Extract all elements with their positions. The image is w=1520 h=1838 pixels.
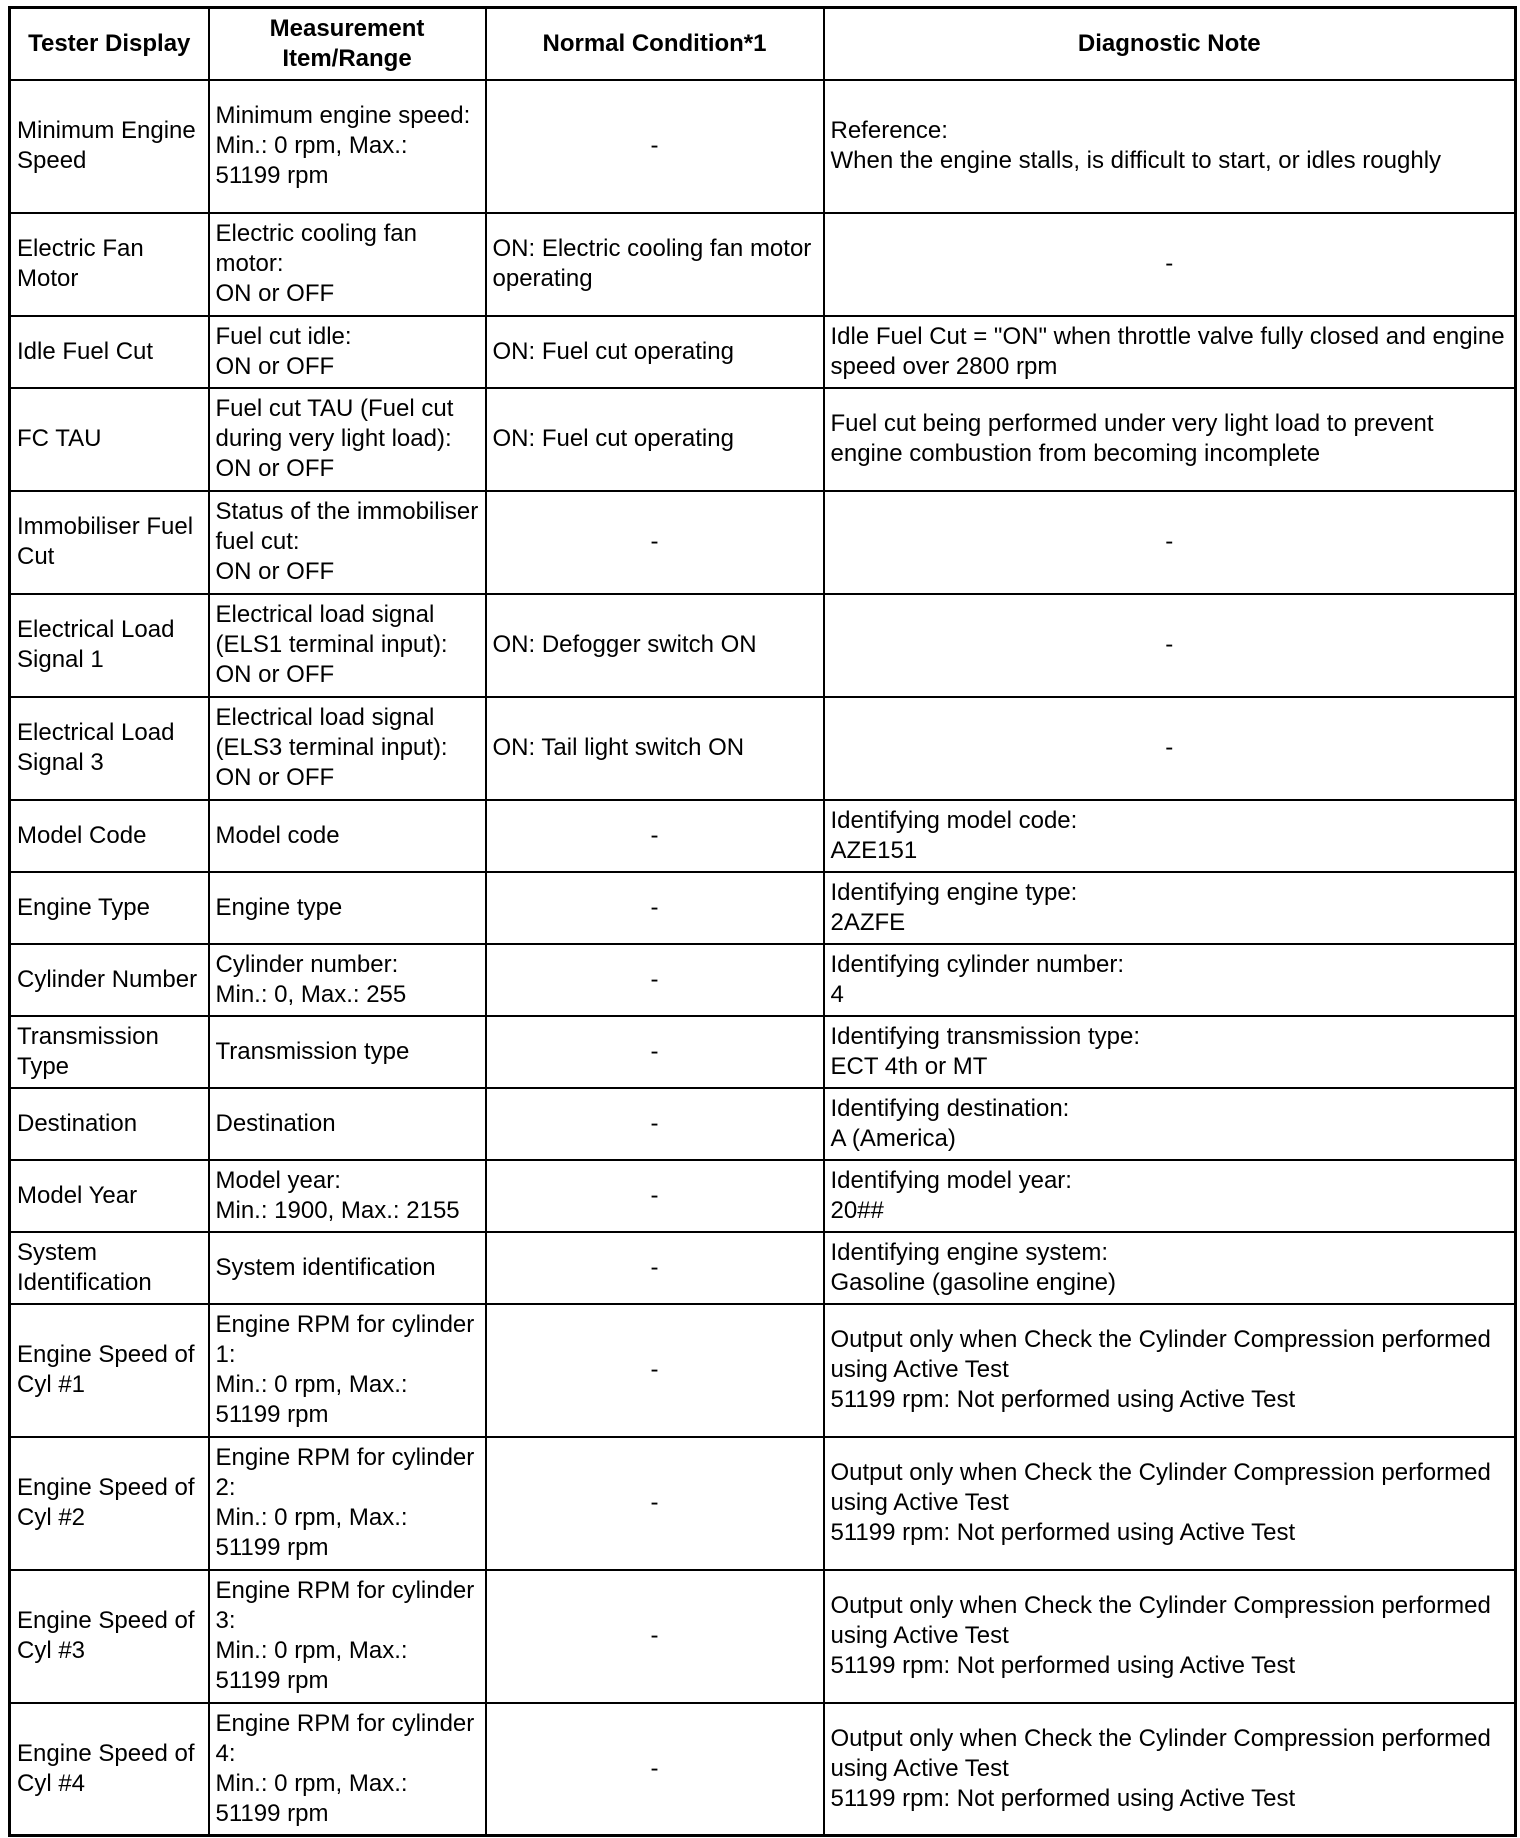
table-row bbox=[10, 80, 1516, 213]
table-row bbox=[10, 388, 1516, 491]
table-row bbox=[10, 594, 1516, 697]
normal-condition-cell: - bbox=[486, 944, 824, 1016]
measurement-cell: Status of the immobiliser fuel cut: ON or OFF bbox=[209, 491, 486, 594]
normal-condition-cell: - bbox=[486, 1703, 824, 1836]
normal-condition-cell: ON: Defogger switch ON bbox=[486, 594, 824, 697]
tester-display-cell: Electrical Load Signal 1 bbox=[10, 594, 209, 697]
measurement-cell: Engine RPM for cylinder 3: Min.: 0 rpm, Max.: 51199 rpm bbox=[209, 1570, 486, 1703]
table-row bbox=[10, 316, 1516, 388]
measurement-cell: Minimum engine speed: Min.: 0 rpm, Max.: 51199 rpm bbox=[209, 80, 486, 213]
data-list-table bbox=[8, 6, 1517, 1837]
header-diagnostic-note: Diagnostic Note bbox=[824, 8, 1516, 80]
diagnostic-note-cell: Output only when Check the Cylinder Compression performed using Active Test 51199 rpm: Not performed using Active Test bbox=[824, 1570, 1516, 1703]
normal-condition-cell: ON: Electric cooling fan motor operating bbox=[486, 213, 824, 316]
table-row bbox=[10, 872, 1516, 944]
measurement-cell: Electric cooling fan motor: ON or OFF bbox=[209, 213, 486, 316]
header-normal-condition: Normal Condition*1 bbox=[486, 8, 824, 80]
table-body bbox=[10, 80, 1516, 1836]
normal-condition-cell: - bbox=[486, 1570, 824, 1703]
normal-condition-cell: - bbox=[486, 1160, 824, 1232]
diagnostic-note-cell: Identifying destination: A (America) bbox=[824, 1088, 1516, 1160]
header-row bbox=[10, 8, 1516, 80]
table-row bbox=[10, 491, 1516, 594]
table-row bbox=[10, 1160, 1516, 1232]
diagnostic-note-cell: - bbox=[824, 697, 1516, 800]
normal-condition-cell: - bbox=[486, 800, 824, 872]
diagnostic-note-cell: - bbox=[824, 594, 1516, 697]
tester-display-cell: Engine Speed of Cyl #2 bbox=[10, 1437, 209, 1570]
measurement-cell: Fuel cut TAU (Fuel cut during very light load): ON or OFF bbox=[209, 388, 486, 491]
diagnostic-note-cell: Identifying model year: 20## bbox=[824, 1160, 1516, 1232]
measurement-cell: Model code bbox=[209, 800, 486, 872]
tester-display-cell: Minimum Engine Speed bbox=[10, 80, 209, 213]
table-row bbox=[10, 1703, 1516, 1836]
measurement-cell: Cylinder number: Min.: 0, Max.: 255 bbox=[209, 944, 486, 1016]
normal-condition-cell: - bbox=[486, 491, 824, 594]
measurement-cell: Engine type bbox=[209, 872, 486, 944]
table-row bbox=[10, 800, 1516, 872]
measurement-cell: Fuel cut idle: ON or OFF bbox=[209, 316, 486, 388]
table-row bbox=[10, 1088, 1516, 1160]
diagnostic-note-cell: Identifying model code: AZE151 bbox=[824, 800, 1516, 872]
normal-condition-cell: ON: Tail light switch ON bbox=[486, 697, 824, 800]
table-row bbox=[10, 1437, 1516, 1570]
normal-condition-cell: - bbox=[486, 872, 824, 944]
measurement-cell: System identification bbox=[209, 1232, 486, 1304]
tester-display-cell: Destination bbox=[10, 1088, 209, 1160]
tester-display-cell: Engine Speed of Cyl #3 bbox=[10, 1570, 209, 1703]
diagnostic-note-cell: Identifying engine system: Gasoline (gasoline engine) bbox=[824, 1232, 1516, 1304]
normal-condition-cell: - bbox=[486, 1304, 824, 1437]
tester-display-cell: Cylinder Number bbox=[10, 944, 209, 1016]
diagnostic-note-cell: Idle Fuel Cut = "ON" when throttle valve fully closed and engine speed over 2800 rpm bbox=[824, 316, 1516, 388]
measurement-cell: Transmission type bbox=[209, 1016, 486, 1088]
header-measurement: Measurement Item/Range bbox=[209, 8, 486, 80]
table-row bbox=[10, 1016, 1516, 1088]
tester-display-cell: Engine Type bbox=[10, 872, 209, 944]
normal-condition-cell: ON: Fuel cut operating bbox=[486, 388, 824, 491]
table-row bbox=[10, 697, 1516, 800]
tester-display-cell: Electrical Load Signal 3 bbox=[10, 697, 209, 800]
tester-display-cell: Transmission Type bbox=[10, 1016, 209, 1088]
header-tester-display: Tester Display bbox=[10, 8, 209, 80]
normal-condition-cell: - bbox=[486, 1437, 824, 1570]
diagnostic-note-cell: Output only when Check the Cylinder Compression performed using Active Test 51199 rpm: Not performed using Active Test bbox=[824, 1703, 1516, 1836]
diagnostic-note-cell: Identifying engine type: 2AZFE bbox=[824, 872, 1516, 944]
tester-display-cell: System Identification bbox=[10, 1232, 209, 1304]
diagnostic-note-cell: Reference: When the engine stalls, is difficult to start, or idles roughly bbox=[824, 80, 1516, 213]
tester-display-cell: Engine Speed of Cyl #4 bbox=[10, 1703, 209, 1836]
normal-condition-cell: ON: Fuel cut operating bbox=[486, 316, 824, 388]
table-row bbox=[10, 1570, 1516, 1703]
table-row bbox=[10, 1232, 1516, 1304]
measurement-cell: Engine RPM for cylinder 2: Min.: 0 rpm, Max.: 51199 rpm bbox=[209, 1437, 486, 1570]
measurement-cell: Engine RPM for cylinder 1: Min.: 0 rpm, Max.: 51199 rpm bbox=[209, 1304, 486, 1437]
diagnostic-note-cell: Output only when Check the Cylinder Compression performed using Active Test 51199 rpm: Not performed using Active Test bbox=[824, 1437, 1516, 1570]
diagnostic-note-cell: Output only when Check the Cylinder Compression performed using Active Test 51199 rpm: Not performed using Active Test bbox=[824, 1304, 1516, 1437]
tester-display-cell: Electric Fan Motor bbox=[10, 213, 209, 316]
measurement-cell: Engine RPM for cylinder 4: Min.: 0 rpm, Max.: 51199 rpm bbox=[209, 1703, 486, 1836]
measurement-cell: Model year: Min.: 1900, Max.: 2155 bbox=[209, 1160, 486, 1232]
measurement-cell: Electrical load signal (ELS3 terminal input): ON or OFF bbox=[209, 697, 486, 800]
table-row bbox=[10, 213, 1516, 316]
diagnostic-note-cell: Fuel cut being performed under very light load to prevent engine combustion from becoming incomplete bbox=[824, 388, 1516, 491]
diagnostic-note-cell: Identifying transmission type: ECT 4th or MT bbox=[824, 1016, 1516, 1088]
tester-display-cell: Immobiliser Fuel Cut bbox=[10, 491, 209, 594]
tester-display-cell: Model Year bbox=[10, 1160, 209, 1232]
table-row bbox=[10, 1304, 1516, 1437]
table-row bbox=[10, 944, 1516, 1016]
diagnostic-note-cell: - bbox=[824, 491, 1516, 594]
normal-condition-cell: - bbox=[486, 1232, 824, 1304]
normal-condition-cell: - bbox=[486, 1088, 824, 1160]
tester-display-cell: Engine Speed of Cyl #1 bbox=[10, 1304, 209, 1437]
document-page bbox=[8, 6, 1517, 1837]
diagnostic-note-cell: - bbox=[824, 213, 1516, 316]
normal-condition-cell: - bbox=[486, 1016, 824, 1088]
tester-display-cell: FC TAU bbox=[10, 388, 209, 491]
diagnostic-note-cell: Identifying cylinder number: 4 bbox=[824, 944, 1516, 1016]
tester-display-cell: Model Code bbox=[10, 800, 209, 872]
measurement-cell: Destination bbox=[209, 1088, 486, 1160]
measurement-cell: Electrical load signal (ELS1 terminal input): ON or OFF bbox=[209, 594, 486, 697]
tester-display-cell: Idle Fuel Cut bbox=[10, 316, 209, 388]
normal-condition-cell: - bbox=[486, 80, 824, 213]
